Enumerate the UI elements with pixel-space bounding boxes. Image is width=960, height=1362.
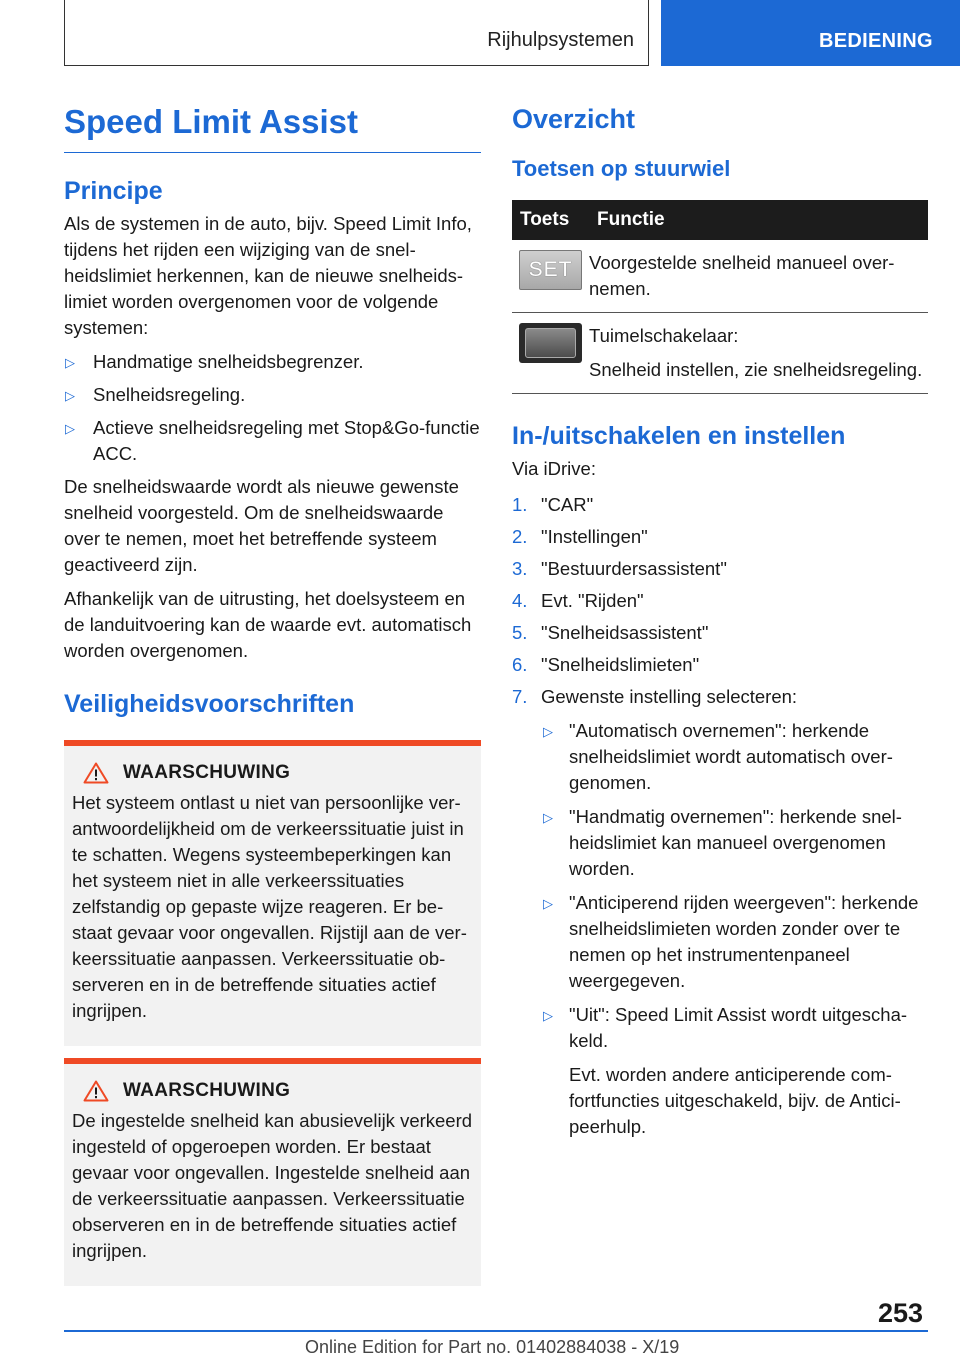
option-note: Evt. worden andere anticiperende comfortfuncties uitgeschakeld, bijv. de Anticipeerhulp. xyxy=(569,1064,901,1137)
list-item: ▷ "Automatisch overnemen": herkende snelheidslimiet wordt automatisch overgenomen. xyxy=(543,720,893,793)
safety-heading: Veiligheidsvoorschriften xyxy=(64,690,355,718)
right-column xyxy=(512,100,928,1148)
page-number: 253 xyxy=(878,1298,924,1328)
rocker-switch-icon xyxy=(519,323,582,363)
list-item: 6. "Snelheidslimieten" xyxy=(512,654,700,675)
buttons-heading: Toetsen op stuurwiel xyxy=(512,156,731,181)
table-header-key: Toets xyxy=(512,200,589,240)
table-row xyxy=(512,240,928,313)
list-item: 2. "Instellingen" xyxy=(512,526,648,547)
warning-box-2 xyxy=(64,1058,481,1286)
list-item: ▷ "Handmatig overnemen": herkende snelheidslimiet kan manueel overgenomen worden. xyxy=(543,806,902,879)
triangle-bullet-icon: ▷ xyxy=(543,1008,553,1023)
triangle-bullet-icon: ▷ xyxy=(543,896,553,911)
page-title: Speed Limit Assist xyxy=(64,100,481,153)
systems-list xyxy=(64,349,481,467)
table-cell-function-title: Tuimelschakelaar: xyxy=(589,325,739,346)
footer-divider xyxy=(64,1330,928,1332)
warning-triangle-icon xyxy=(83,762,109,784)
warning-text: De ingestelde snelheid kan abusievelijk verkeerd ingesteld of opgeroepen worden. Er bestaat gevaar voor ongevallen. Ingestelde snelheid aan de verkeerssituatie aanpassen. Verkeerssituatie observeren en in de betreffende situaties actief ingrijpen. xyxy=(72,1110,473,1261)
list-item: 1. "CAR" xyxy=(512,494,594,515)
table-cell-function: Voorgestelde snelheid manueel overnemen. xyxy=(589,252,895,299)
via-idrive: Via iDrive: xyxy=(512,458,596,479)
table-cell-function: Snelheid instellen, zie snelheidsregeling. xyxy=(589,359,923,380)
list-item: ▷ Actieve snelheidsregeling met Stop&Go-functie ACC. xyxy=(65,417,480,464)
table-header-function: Functie xyxy=(589,200,928,240)
list-item: 3. "Bestuurdersassistent" xyxy=(512,558,727,579)
left-column xyxy=(64,100,481,1286)
warning-box-1 xyxy=(64,740,481,1046)
steps-list xyxy=(512,492,928,1140)
header-section-tab xyxy=(64,0,649,66)
warning-text: Het systeem ontlast u niet van persoonlijke verantwoordelijkheid om de verkeerssituatie juist in te schatten. Wegens systeembeperkingen kan het systeem niet in alle verkeerssituaties zelfstandig op gepaste wijze reageren. Er bestaat gevaar voor ongevallen. Rijstijl aan de verkeerssituatie aanpassen. Verkeerssituatie observeren en in de betreffende situaties actief ingrijpen. xyxy=(72,792,467,1021)
list-item: ▷ Snelheidsregeling. xyxy=(64,382,481,408)
paragraph-equipment: Afhankelijk van de uitrusting, het doelsysteem en de landuitvoering kan de waarde evt. automatisch worden overgenomen. xyxy=(64,588,472,661)
triangle-bullet-icon: ▷ xyxy=(543,724,553,739)
header-section-label: Rijhulpsystemen xyxy=(487,29,634,51)
list-item: ▷ "Anticiperend rijden weergeven": herkende snelheidslimieten worden zonder over te nemen op het instrumentenpaneel weergegeven. xyxy=(543,892,919,991)
paragraph-speed-value: De snelheidswaarde wordt als nieuwe gewenste snelheid voorgesteld. Om de snelheidswaarde over te nemen, moet het betreffende systeem geactiveerd zijn. xyxy=(64,476,459,575)
warning-title: WAARSCHUWING xyxy=(123,1080,291,1101)
switch-heading: In-/uitschakelen en instellen xyxy=(512,422,846,450)
principle-heading: Principe xyxy=(64,177,163,205)
footer-edition: Online Edition for Part no. 01402884038 - X/19 xyxy=(305,1337,680,1357)
table-row xyxy=(512,313,928,394)
header-chapter-tab xyxy=(661,0,960,66)
triangle-bullet-icon: ▷ xyxy=(65,355,75,370)
warning-triangle-icon xyxy=(83,1080,109,1102)
triangle-bullet-icon: ▷ xyxy=(543,810,553,825)
triangle-bullet-icon: ▷ xyxy=(65,388,75,403)
warning-title: WAARSCHUWING xyxy=(123,762,291,783)
list-item: ▷ "Uit": Speed Limit Assist wordt uitgeschakeld. Evt. worden andere anticiperende comfortfuncties uitgeschakeld, bijv. de Anticipeerhulp. xyxy=(541,1002,928,1140)
list-item: ▷ Handmatige snelheidsbegrenzer. xyxy=(64,349,481,375)
list-item: 7. Gewenste instelling selecteren: ▷ "Automatisch overnemen": herkende snelheidslimiet wordt automatisch overgenomen. ▷ "Handmatig overnemen": herkende snelheidslimiet kan manueel overgenomen worden. ▷ "Anticiperend rijden weergeven": herkende snelheidslimieten worden zonder over te nemen op het instrumentenpaneel weergegeven. ▷ "Uit": Speed Limit Assist wordt uitgeschakeld. Evt. worden andere anticiperende comfortfuncties uitgeschakeld, bijv. de Anticipeerhulp. xyxy=(512,684,928,1140)
list-item: 4. Evt. "Rijden" xyxy=(512,590,644,611)
set-button-icon: SET xyxy=(519,250,582,290)
overview-heading: Overzicht xyxy=(512,104,636,134)
options-list xyxy=(541,718,928,1140)
buttons-table xyxy=(512,200,928,394)
triangle-bullet-icon: ▷ xyxy=(65,421,75,436)
list-item: 5. "Snelheidsassistent" xyxy=(512,622,709,643)
principle-intro: Als de systemen in de auto, bijv. Speed Limit Info, tijdens het rijden een wijziging van de snelheidslimiet herkennen, kan de nieuwe snelheidslimiet worden overgenomen voor de volgende systemen: xyxy=(64,213,472,338)
header-chapter-label: BEDIENING xyxy=(819,30,933,52)
